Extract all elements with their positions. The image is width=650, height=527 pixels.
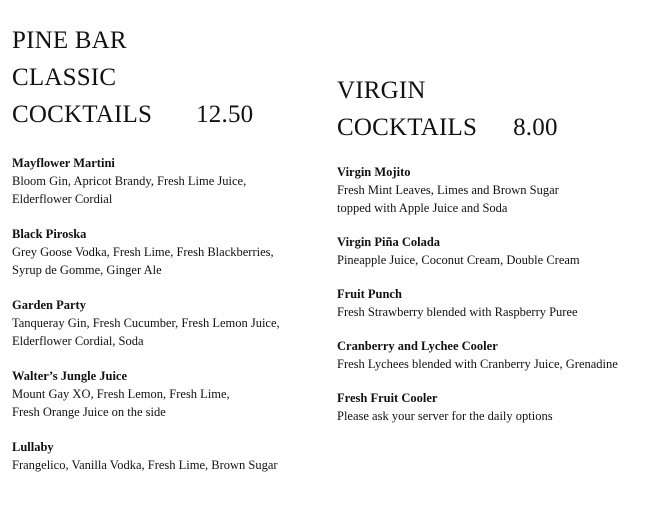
menu-item-name: Mayflower Martini bbox=[12, 156, 115, 170]
menu-item bbox=[12, 296, 312, 350]
virgin-items-list bbox=[337, 163, 642, 425]
menu-item-desc: Bloom Gin, Apricot Brandy, Fresh Lime Juice, bbox=[12, 174, 247, 188]
menu-item-desc: Please ask your server for the daily options bbox=[337, 409, 553, 423]
classic-cocktails-section bbox=[12, 0, 312, 491]
menu-item-desc: Syrup de Gomme, Ginger Ale bbox=[12, 263, 162, 277]
menu-item bbox=[12, 438, 312, 474]
menu-item bbox=[337, 389, 642, 425]
classic-heading bbox=[12, 22, 312, 133]
menu-item-desc: Pineapple Juice, Coconut Cream, Double Cream bbox=[337, 253, 580, 267]
classic-title-line-2: CLASSIC bbox=[12, 64, 117, 91]
menu-item-name: Lullaby bbox=[12, 440, 54, 454]
menu-item bbox=[337, 163, 642, 217]
menu-item bbox=[337, 233, 642, 269]
virgin-price: 8.00 bbox=[513, 114, 558, 141]
menu-item-name: Virgin Piña Colada bbox=[337, 235, 441, 249]
classic-items-list bbox=[12, 154, 312, 474]
classic-title-line-1: PINE BAR bbox=[12, 27, 127, 54]
classic-title-line-3: COCKTAILS bbox=[12, 101, 153, 128]
menu-item-desc: Elderflower Cordial, Soda bbox=[12, 334, 144, 348]
menu-item-desc: Fresh Lychees blended with Cranberry Juice, Grenadine bbox=[337, 357, 618, 371]
menu-item-name: Walter’s Jungle Juice bbox=[12, 369, 128, 383]
virgin-title-line-1: VIRGIN bbox=[337, 77, 426, 104]
menu-item-desc: Fresh Orange Juice on the side bbox=[12, 405, 166, 419]
menu-item-desc: Mount Gay XO, Fresh Lemon, Fresh Lime, bbox=[12, 387, 230, 401]
menu-item-desc: Frangelico, Vanilla Vodka, Fresh Lime, Brown Sugar bbox=[12, 458, 278, 472]
menu-item bbox=[12, 367, 312, 421]
menu-item-name: Fresh Fruit Cooler bbox=[337, 391, 438, 405]
menu-item-name: Fruit Punch bbox=[337, 287, 402, 301]
menu-item-name: Virgin Mojito bbox=[337, 165, 411, 179]
menu-item bbox=[12, 154, 312, 208]
menu-item-desc: Tanqueray Gin, Fresh Cucumber, Fresh Lemon Juice, bbox=[12, 316, 280, 330]
menu-item-name: Garden Party bbox=[12, 298, 86, 312]
virgin-cocktails-section bbox=[337, 0, 642, 441]
menu-item bbox=[337, 337, 642, 373]
menu-item-desc: topped with Apple Juice and Soda bbox=[337, 201, 508, 215]
virgin-heading bbox=[337, 72, 642, 146]
menu-item bbox=[12, 225, 312, 279]
menu-item-desc: Fresh Mint Leaves, Limes and Brown Sugar bbox=[337, 183, 559, 197]
menu-item-name: Cranberry and Lychee Cooler bbox=[337, 339, 498, 353]
menu-item-desc: Grey Goose Vodka, Fresh Lime, Fresh Blackberries, bbox=[12, 245, 274, 259]
menu-item bbox=[337, 285, 642, 321]
menu-item-desc: Elderflower Cordial bbox=[12, 192, 113, 206]
menu-item-name: Black Piroska bbox=[12, 227, 87, 241]
virgin-title-line-2: COCKTAILS bbox=[337, 114, 478, 141]
menu-item-desc: Fresh Strawberry blended with Raspberry Puree bbox=[337, 305, 578, 319]
classic-price: 12.50 bbox=[196, 101, 254, 128]
